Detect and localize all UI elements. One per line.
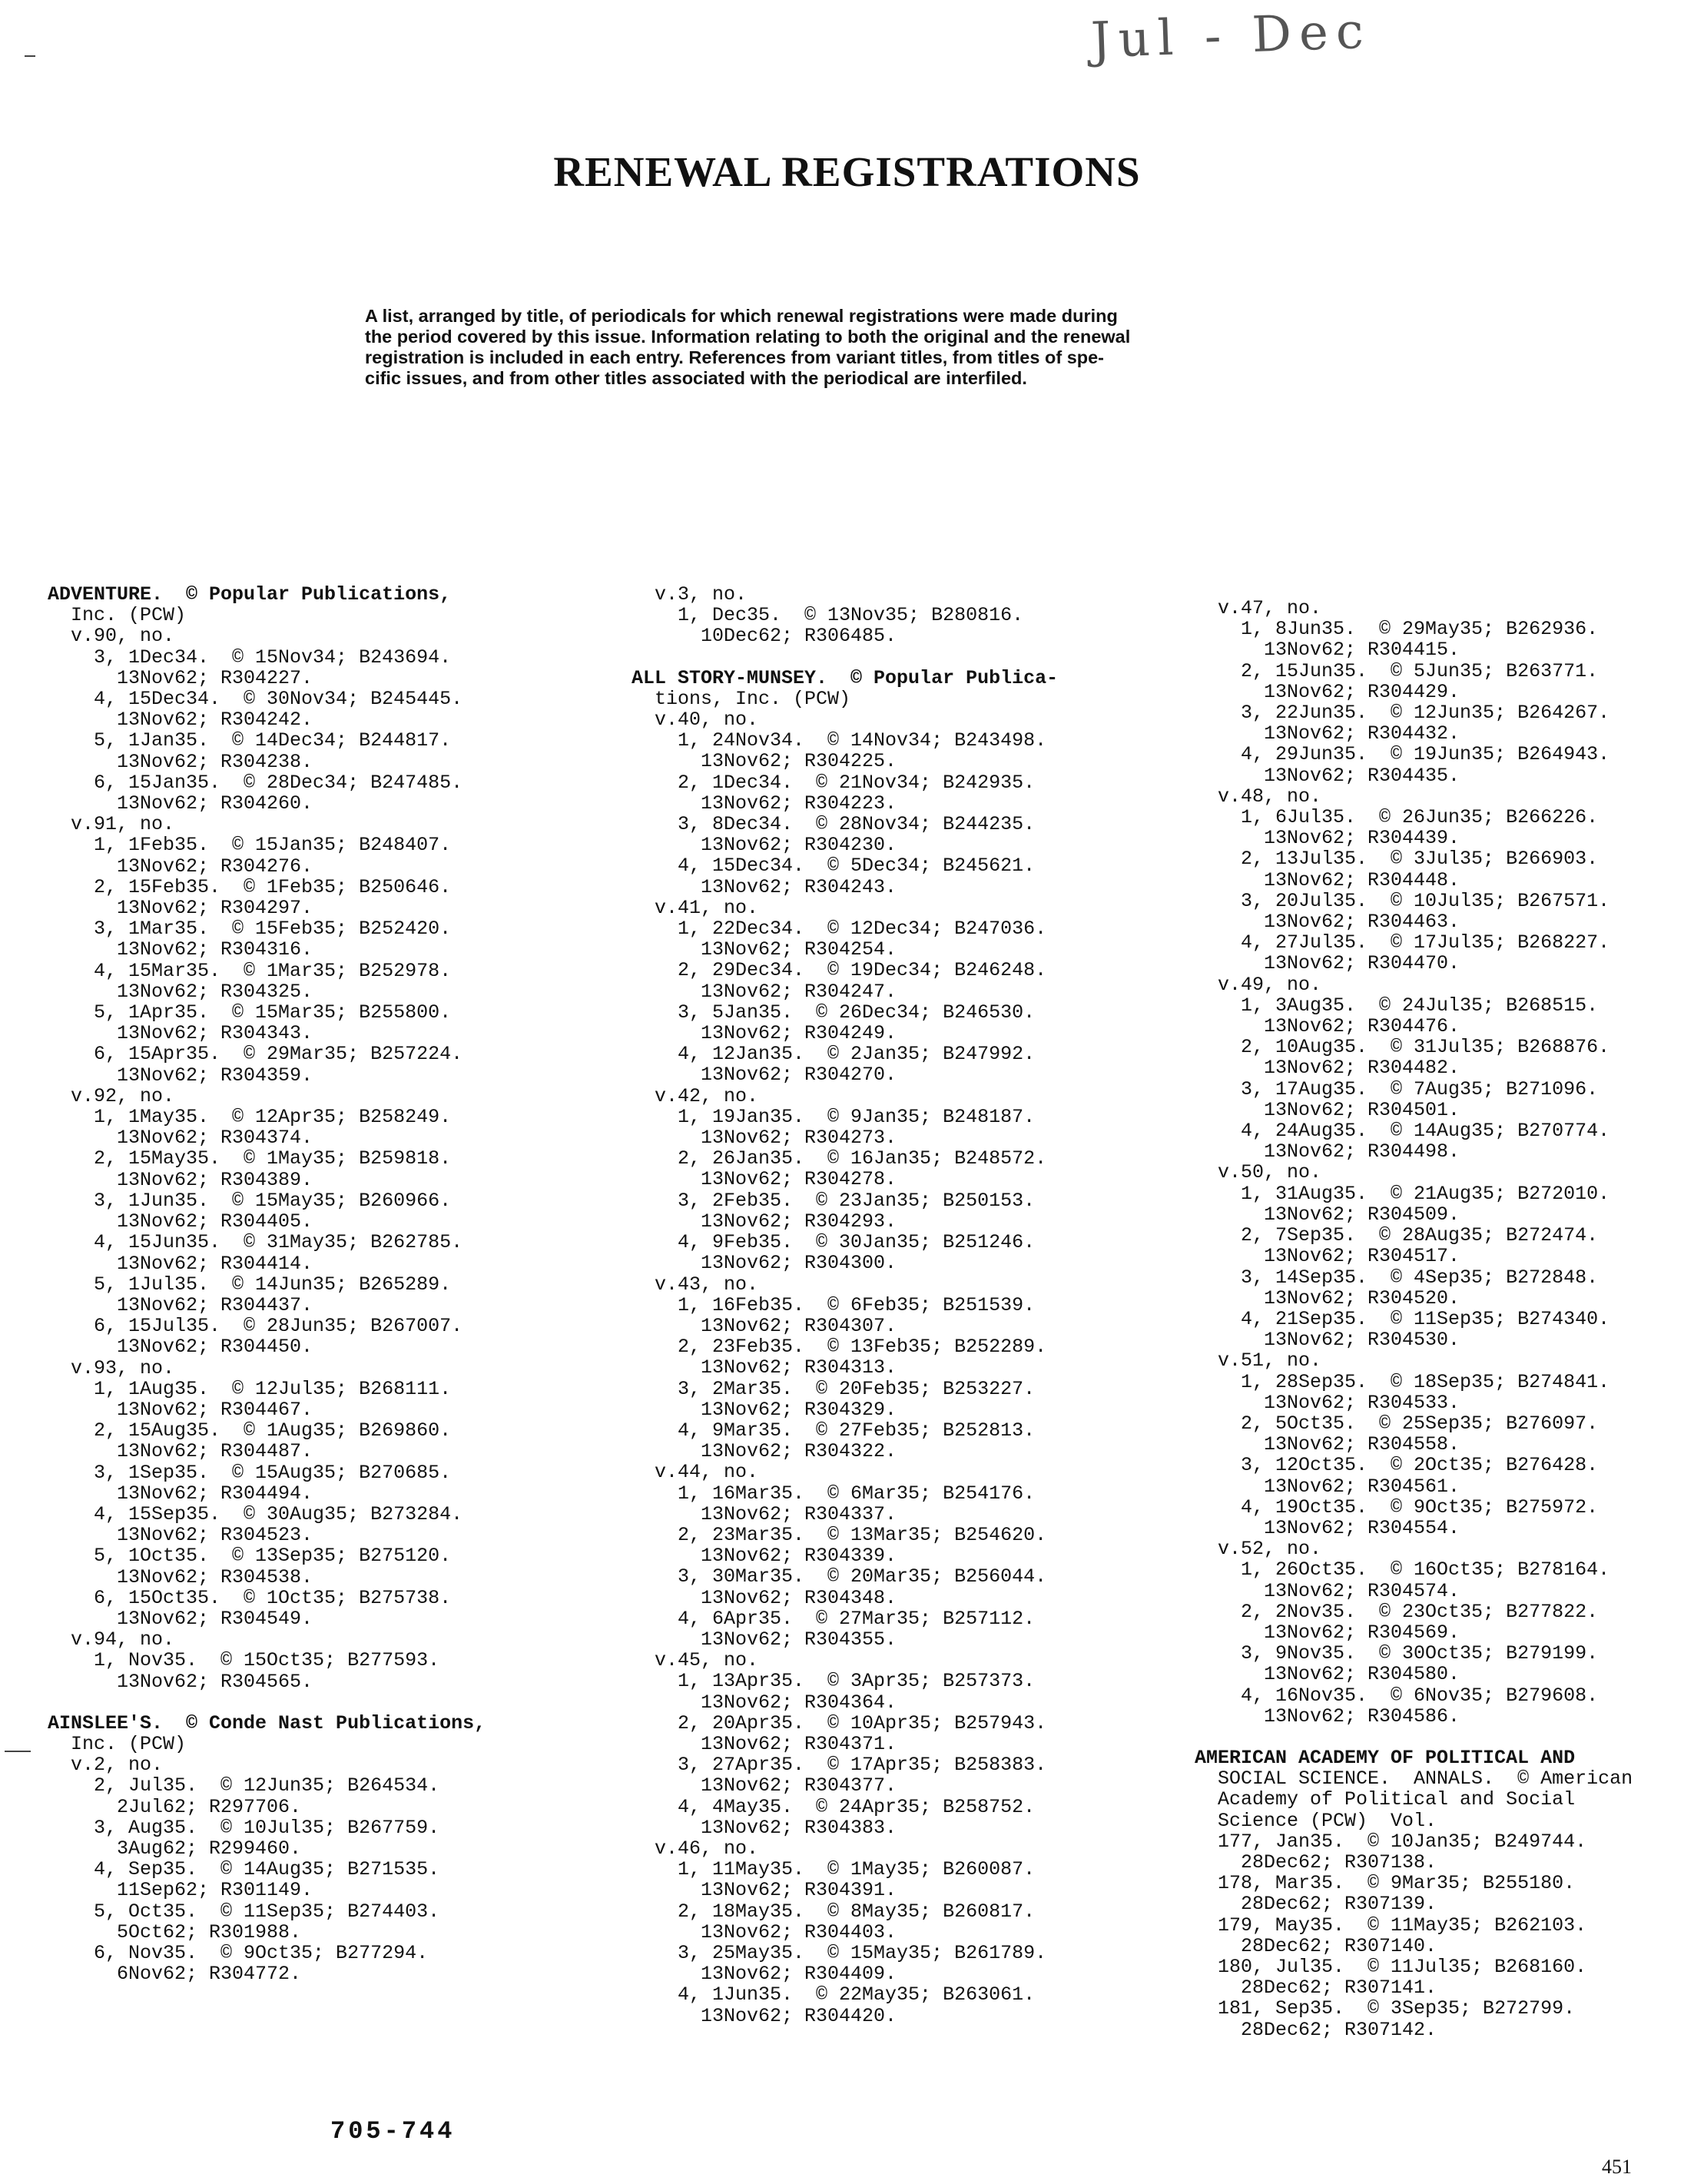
- entry-line: 13Nov62; R304391.: [632, 1879, 897, 1902]
- entry-line: 6Nov62; R304772.: [48, 1963, 302, 1986]
- entry-line: 4, 6Apr35. © 27Mar35; B257112.: [632, 1607, 1036, 1630]
- entry-line: v.43, no.: [632, 1273, 759, 1296]
- entry-line: v.90, no.: [48, 625, 175, 648]
- entry-line: v.45, no.: [632, 1649, 759, 1672]
- entry-line: 3, 17Aug35. © 7Aug35; B271096.: [1195, 1077, 1599, 1100]
- entry-line: 13Nov62; R304260.: [48, 792, 313, 815]
- entry-line: 13Nov62; R304450.: [48, 1336, 313, 1359]
- entry-line: 4, 4May35. © 24Apr35; B258752.: [632, 1795, 1036, 1818]
- margin-tick-bottom: [5, 1751, 31, 1752]
- entry-heading-line: AINSLEE'S. © Conde Nast Publications,: [48, 1711, 486, 1734]
- entry-line: Inc. (PCW): [48, 1732, 187, 1755]
- entry-line: 4, 15Jun35. © 31May35; B262785.: [48, 1231, 463, 1254]
- entry-line: 13Nov62; R304243.: [632, 875, 897, 898]
- entry-line: 13Nov62; R304530.: [1195, 1329, 1460, 1352]
- entry-line: 13Nov62; R304343.: [48, 1022, 313, 1045]
- entry-line: 2, 15Jun35. © 5Jun35; B263771.: [1195, 659, 1599, 682]
- entry-line: 13Nov62; R304364.: [632, 1691, 897, 1714]
- entry-line: 179, May35. © 11May35; B262103.: [1195, 1913, 1587, 1937]
- entry-line: 13Nov62; R304586.: [1195, 1704, 1460, 1728]
- footer-code: 705-744: [330, 2117, 456, 2146]
- entry-line: 6, 15Jul35. © 28Jun35; B267007.: [48, 1315, 463, 1338]
- entry-line: 28Dec62; R307142.: [1195, 2018, 1437, 2041]
- entry-line: 4, 21Sep35. © 11Sep35; B274340.: [1195, 1307, 1610, 1330]
- entry-line: 4, 24Aug35. © 14Aug35; B270774.: [1195, 1120, 1610, 1143]
- entry-line: 4, 15Mar35. © 1Mar35; B252978.: [48, 959, 452, 982]
- entry-line: 1, 13Apr35. © 3Apr35; B257373.: [632, 1670, 1036, 1693]
- entry-line: 13Nov62; R304476.: [1195, 1015, 1460, 1038]
- entry-line: 13Nov62; R304501.: [1195, 1098, 1460, 1121]
- entry-line: 13Nov62; R304329.: [632, 1398, 897, 1421]
- entry-line: 13Nov62; R304316.: [48, 938, 313, 961]
- entry-separator: [48, 1692, 486, 1713]
- entry-line: 5, Oct35. © 11Sep35; B274403.: [48, 1900, 440, 1923]
- listing-column-3: [1195, 598, 1633, 2040]
- entry-line: 13Nov62; R304494.: [48, 1482, 313, 1505]
- listing-column-2: [632, 584, 1058, 2026]
- entry-line: v.48, no.: [1195, 785, 1322, 808]
- entry-line: 13Nov62; R304420.: [632, 2004, 897, 2027]
- entry-line: 3, 5Jan35. © 26Dec34; B246530.: [632, 1001, 1036, 1024]
- entry-line: 4, Sep35. © 14Aug35; B271535.: [48, 1858, 440, 1881]
- entry-line: 13Nov62; R304565.: [48, 1670, 313, 1693]
- entry-line: v.49, no.: [1195, 973, 1322, 996]
- entry-line: SOCIAL SCIENCE. ANNALS. © American: [1195, 1767, 1633, 1791]
- entry-line: 2, 13Jul35. © 3Jul35; B266903.: [1195, 848, 1599, 871]
- entry-line: 13Nov62; R304574.: [1195, 1579, 1460, 1602]
- entry-line: 6, 15Oct35. © 1Oct35; B275738.: [48, 1586, 452, 1609]
- entry-line: 1, 19Jan35. © 9Jan35; B248187.: [632, 1105, 1036, 1128]
- entry-line: 1, 1Aug35. © 12Jul35; B268111.: [48, 1377, 452, 1400]
- entry-heading-line: ALL STORY-MUNSEY. © Popular Publica-: [632, 666, 1059, 689]
- entry-heading-line: AMERICAN ACADEMY OF POLITICAL AND: [1195, 1746, 1576, 1769]
- entry-line: 13Nov62; R304247.: [632, 980, 897, 1003]
- entry-line: 5Oct62; R301988.: [48, 1920, 302, 1943]
- entry-line: 3, 8Dec34. © 28Nov34; B244235.: [632, 813, 1036, 836]
- entry-line: 13Nov62; R304383.: [632, 1816, 897, 1839]
- entry-line: 13Nov62; R304554.: [1195, 1516, 1460, 1539]
- handwritten-note: Jul - Dec: [1089, 2, 1372, 70]
- entry-line: 2, 20Apr35. © 10Apr35; B257943.: [632, 1711, 1047, 1734]
- entry-line: 13Nov62; R304437.: [48, 1293, 313, 1316]
- entry-line: 10Dec62; R306485.: [632, 625, 897, 648]
- entry-line: 13Nov62; R304339.: [632, 1545, 897, 1568]
- entry-line: 1, 16Mar35. © 6Mar35; B254176.: [632, 1482, 1036, 1505]
- entry-line: 13Nov62; R304558.: [1195, 1433, 1460, 1456]
- entry-line: 13Nov62; R304414.: [48, 1252, 313, 1275]
- entry-line: 13Nov62; R304374.: [48, 1127, 313, 1150]
- entry-line: 3, 1Mar35. © 15Feb35; B252420.: [48, 918, 452, 941]
- entry-line: 28Dec62; R307140.: [1195, 1934, 1437, 1957]
- listing-column-1: [48, 584, 486, 1984]
- entry-line: 3, 30Mar35. © 20Mar35; B256044.: [632, 1565, 1047, 1588]
- entry-line: 13Nov62; R304348.: [632, 1586, 897, 1609]
- entry-line: 13Nov62; R304249.: [632, 1022, 897, 1045]
- entry-line: v.92, no.: [48, 1084, 175, 1107]
- entry-line: 177, Jan35. © 10Jan35; B249744.: [1195, 1830, 1587, 1853]
- entry-line: 13Nov62; R304313.: [632, 1356, 897, 1379]
- entry-line: 3, 2Feb35. © 23Jan35; B250153.: [632, 1189, 1036, 1212]
- entry-line: 28Dec62; R307139.: [1195, 1893, 1437, 1916]
- entry-line: 1, 11May35. © 1May35; B260087.: [632, 1858, 1036, 1881]
- entry-line: 13Nov62; R304307.: [632, 1314, 897, 1337]
- entry-line: 13Nov62; R304429.: [1195, 680, 1460, 703]
- entry-line: 13Nov62; R304371.: [632, 1732, 897, 1755]
- entry-line: 13Nov62; R304569.: [1195, 1621, 1460, 1644]
- entry-line: 13Nov62; R304435.: [1195, 764, 1460, 787]
- entry-line: 13Nov62; R304448.: [1195, 868, 1460, 891]
- entry-line: 13Nov62; R304538.: [48, 1565, 313, 1588]
- entry-line: 28Dec62; R307138.: [1195, 1850, 1437, 1874]
- entry-line: 2, 23Mar35. © 13Mar35; B254620.: [632, 1523, 1047, 1546]
- entry-line: 4, 16Nov35. © 6Nov35; B279608.: [1195, 1684, 1599, 1707]
- entry-line: 1, 24Nov34. © 14Nov34; B243498.: [632, 729, 1047, 752]
- page-number: 451: [1602, 2156, 1632, 2178]
- entry-line: 2Jul62; R297706.: [48, 1795, 302, 1818]
- entry-line: 1, Dec35. © 13Nov35; B280816.: [632, 604, 1024, 627]
- intro-paragraph: [365, 306, 1371, 389]
- entry-line: 4, 1Jun35. © 22May35; B263061.: [632, 1983, 1036, 2006]
- entry-line: 28Dec62; R307141.: [1195, 1977, 1437, 2000]
- entry-line: 2, Jul35. © 12Jun35; B264534.: [48, 1774, 440, 1797]
- entry-line: 13Nov62; R304300.: [632, 1252, 897, 1275]
- entry-line: 13Nov62; R304533.: [1195, 1391, 1460, 1414]
- entry-line: 13Nov62; R304322.: [632, 1440, 897, 1463]
- entry-line: 1, 26Oct35. © 16Oct35; B278164.: [1195, 1558, 1610, 1582]
- entry-line: 13Nov62; R304355.: [632, 1628, 897, 1651]
- entry-line: 13Nov62; R304580.: [1195, 1663, 1460, 1686]
- entry-line: 13Nov62; R304389.: [48, 1168, 313, 1191]
- entry-line: 13Nov62; R304520.: [1195, 1286, 1460, 1309]
- entry-line: 1, 31Aug35. © 21Aug35; B272010.: [1195, 1182, 1610, 1205]
- page-title: RENEWAL REGISTRATIONS: [553, 148, 1141, 195]
- entry-line: 3, 12Oct35. © 2Oct35; B276428.: [1195, 1454, 1599, 1477]
- entry-line: 13Nov62; R304242.: [48, 709, 313, 732]
- entry-line: 13Nov62; R304509.: [1195, 1203, 1460, 1226]
- entry-line: 180, Jul35. © 11Jul35; B268160.: [1195, 1956, 1587, 1978]
- entry-line: 1, 1Feb35. © 15Jan35; B248407.: [48, 834, 452, 857]
- entry-line: 13Nov62; R304273.: [632, 1127, 897, 1150]
- entry-line: 4, 15Dec34. © 30Nov34; B245445.: [48, 688, 463, 711]
- entry-line: 3, 20Jul35. © 10Jul35; B267571.: [1195, 889, 1610, 912]
- entry-line: 1, 16Feb35. © 6Feb35; B251539.: [632, 1293, 1036, 1316]
- entry-line: Inc. (PCW): [48, 604, 187, 627]
- entry-line: 13Nov62; R304523.: [48, 1524, 313, 1547]
- entry-line: 3, 9Nov35. © 30Oct35; B279199.: [1195, 1642, 1599, 1665]
- entry-line: 13Nov62; R304297.: [48, 897, 313, 920]
- entry-line: v.44, no.: [632, 1461, 759, 1484]
- entry-line: 4, 27Jul35. © 17Jul35; B268227.: [1195, 931, 1610, 954]
- entry-line: tions, Inc. (PCW): [632, 687, 851, 710]
- entry-line: 13Nov62; R304439.: [1195, 827, 1460, 850]
- entry-line: 6, Nov35. © 9Oct35; B277294.: [48, 1942, 429, 1964]
- intro-line: A list, arranged by title, of periodicals for which renewal registrations were made during: [365, 306, 1118, 326]
- entry-line: v.47, no.: [1195, 597, 1322, 619]
- entry-line: 5, 1Oct35. © 13Sep35; B275120.: [48, 1545, 452, 1568]
- entry-line: 13Nov62; R304415.: [1195, 639, 1460, 662]
- entry-line: 6, 15Apr35. © 29Mar35; B257224.: [48, 1043, 463, 1066]
- entry-line: 13Nov62; R304405.: [48, 1210, 313, 1233]
- entry-line: 13Nov62; R304293.: [632, 1210, 897, 1233]
- entry-line: 3, 1Sep35. © 15Aug35; B270685.: [48, 1461, 452, 1484]
- entry-line: 1, 3Aug35. © 24Jul35; B268515.: [1195, 994, 1599, 1017]
- entry-line: 4, 15Sep35. © 30Aug35; B273284.: [48, 1502, 463, 1525]
- entry-line: 3, 1Jun35. © 15May35; B260966.: [48, 1189, 452, 1212]
- entry-line: v.3, no.: [632, 583, 748, 606]
- entry-line: 1, 6Jul35. © 26Jun35; B266226.: [1195, 806, 1599, 829]
- entry-line: v.41, no.: [632, 896, 759, 919]
- entry-line: 1, 22Dec34. © 12Dec34; B247036.: [632, 918, 1047, 941]
- margin-tick-top: [25, 55, 35, 57]
- entry-line: 2, 2Nov35. © 23Oct35; B277822.: [1195, 1600, 1599, 1623]
- entry-line: 1, 1May35. © 12Apr35; B258249.: [48, 1106, 452, 1129]
- entry-line: v.93, no.: [48, 1356, 175, 1379]
- entry-line: 2, 1Dec34. © 21Nov34; B242935.: [632, 771, 1036, 794]
- entry-line: 2, 15Aug35. © 1Aug35; B269860.: [48, 1419, 452, 1442]
- entry-line: 13Nov62; R304359.: [48, 1064, 313, 1087]
- entry-line: 3, 1Dec34. © 15Nov34; B243694.: [48, 646, 452, 669]
- entry-line: 13Nov62; R304225.: [632, 750, 897, 773]
- entry-line: 5, 1Jul35. © 14Jun35; B265289.: [48, 1273, 452, 1296]
- entry-line: 6, 15Jan35. © 28Dec34; B247485.: [48, 771, 463, 794]
- entry-line: 13Nov62; R304470.: [1195, 952, 1460, 975]
- entry-line: v.46, no.: [632, 1837, 759, 1860]
- entry-separator: [1195, 1727, 1633, 1748]
- entry-line: 13Nov62; R304482.: [1195, 1057, 1460, 1080]
- entry-line: 2, 29Dec34. © 19Dec34; B246248.: [632, 959, 1047, 982]
- entry-separator: [632, 647, 1058, 668]
- entry-line: 2, 15May35. © 1May35; B259818.: [48, 1147, 452, 1170]
- entry-line: 181, Sep35. © 3Sep35; B272799.: [1195, 1997, 1576, 2020]
- entry-line: 13Nov62; R304238.: [48, 750, 313, 773]
- entry-line: v.50, no.: [1195, 1161, 1322, 1184]
- entry-line: 13Nov62; R304487.: [48, 1440, 313, 1463]
- entry-line: 4, 19Oct35. © 9Oct35; B275972.: [1195, 1495, 1599, 1519]
- entry-line: 1, 28Sep35. © 18Sep35; B274841.: [1195, 1370, 1610, 1393]
- entry-line: 3, 27Apr35. © 17Apr35; B258383.: [632, 1754, 1047, 1777]
- entry-line: 11Sep62; R301149.: [48, 1879, 313, 1902]
- entry-line: 5, 1Apr35. © 15Mar35; B255800.: [48, 1001, 452, 1024]
- entry-line: 13Nov62; R304549.: [48, 1607, 313, 1630]
- entry-line: Science (PCW) Vol.: [1195, 1809, 1437, 1832]
- entry-line: 4, 29Jun35. © 19Jun35; B264943.: [1195, 743, 1610, 766]
- entry-line: 13Nov62; R304498.: [1195, 1140, 1460, 1163]
- entry-line: v.2, no.: [48, 1754, 164, 1777]
- entry-line: v.42, no.: [632, 1084, 759, 1107]
- intro-line: cific issues, and from other titles associated with the periodical are interfiled.: [365, 368, 1027, 388]
- entry-line: 13Nov62; R304432.: [1195, 722, 1460, 745]
- entry-line: 178, Mar35. © 9Mar35; B255180.: [1195, 1872, 1576, 1895]
- entry-line: 2, 5Oct35. © 25Sep35; B276097.: [1195, 1412, 1599, 1435]
- intro-line: the period covered by this issue. Information relating to both the original and the renewal: [365, 327, 1131, 347]
- entry-line: 2, 26Jan35. © 16Jan35; B248572.: [632, 1147, 1047, 1170]
- entry-line: 13Nov62; R304403.: [632, 1920, 897, 1943]
- entry-line: 2, 10Aug35. © 31Jul35; B268876.: [1195, 1036, 1610, 1059]
- entry-line: 3Aug62; R299460.: [48, 1837, 302, 1860]
- entry-line: 3, 14Sep35. © 4Sep35; B272848.: [1195, 1266, 1599, 1289]
- entry-heading-line: ADVENTURE. © Popular Publications,: [48, 583, 452, 606]
- entry-line: 2, 23Feb35. © 13Feb35; B252289.: [632, 1336, 1047, 1359]
- entry-line: 3, 22Jun35. © 12Jun35; B264267.: [1195, 702, 1610, 725]
- entry-line: 5, 1Jan35. © 14Dec34; B244817.: [48, 729, 452, 752]
- entry-line: 13Nov62; R304278.: [632, 1168, 897, 1191]
- entry-line: 13Nov62; R304270.: [632, 1064, 897, 1087]
- entry-line: v.51, no.: [1195, 1349, 1322, 1372]
- entry-line: 4, 12Jan35. © 2Jan35; B247992.: [632, 1043, 1036, 1066]
- entry-line: 1, 8Jun35. © 29May35; B262936.: [1195, 618, 1599, 641]
- entry-line: v.94, no.: [48, 1628, 175, 1651]
- entry-line: 13Nov62; R304325.: [48, 980, 313, 1003]
- intro-line: registration is included in each entry. References from variant titles, from titles of spe-: [365, 347, 1105, 367]
- entry-line: 13Nov62; R304227.: [48, 666, 313, 689]
- entry-line: 13Nov62; R304409.: [632, 1963, 897, 1986]
- entry-line: 13Nov62; R304254.: [632, 938, 897, 961]
- entry-line: 3, Aug35. © 10Jul35; B267759.: [48, 1816, 440, 1839]
- entry-line: 13Nov62; R304463.: [1195, 911, 1460, 934]
- entry-line: 4, 15Dec34. © 5Dec34; B245621.: [632, 855, 1036, 878]
- entry-line: 13Nov62; R304377.: [632, 1774, 897, 1797]
- entry-line: 4, 9Feb35. © 30Jan35; B251246.: [632, 1231, 1036, 1254]
- entry-line: 13Nov62; R304517.: [1195, 1245, 1460, 1268]
- entry-line: v.40, no.: [632, 709, 759, 732]
- entry-line: 13Nov62; R304223.: [632, 792, 897, 815]
- entry-line: 1, Nov35. © 15Oct35; B277593.: [48, 1649, 440, 1672]
- entry-line: 13Nov62; R304230.: [632, 834, 897, 857]
- entry-line: 4, 9Mar35. © 27Feb35; B252813.: [632, 1419, 1036, 1442]
- entry-line: 13Nov62; R304561.: [1195, 1475, 1460, 1498]
- entry-line: v.52, no.: [1195, 1538, 1322, 1561]
- entry-line: 2, 7Sep35. © 28Aug35; B272474.: [1195, 1224, 1599, 1247]
- entry-line: 2, 18May35. © 8May35; B260817.: [632, 1900, 1036, 1923]
- entry-line: 3, 2Mar35. © 20Feb35; B253227.: [632, 1377, 1036, 1400]
- entry-line: 3, 25May35. © 15May35; B261789.: [632, 1942, 1047, 1964]
- entry-line: v.91, no.: [48, 813, 175, 836]
- entry-line: Academy of Political and Social: [1195, 1788, 1576, 1811]
- entry-line: 13Nov62; R304467.: [48, 1398, 313, 1421]
- entry-line: 13Nov62; R304276.: [48, 855, 313, 878]
- entry-line: 13Nov62; R304337.: [632, 1502, 897, 1525]
- entry-line: 2, 15Feb35. © 1Feb35; B250646.: [48, 875, 452, 898]
